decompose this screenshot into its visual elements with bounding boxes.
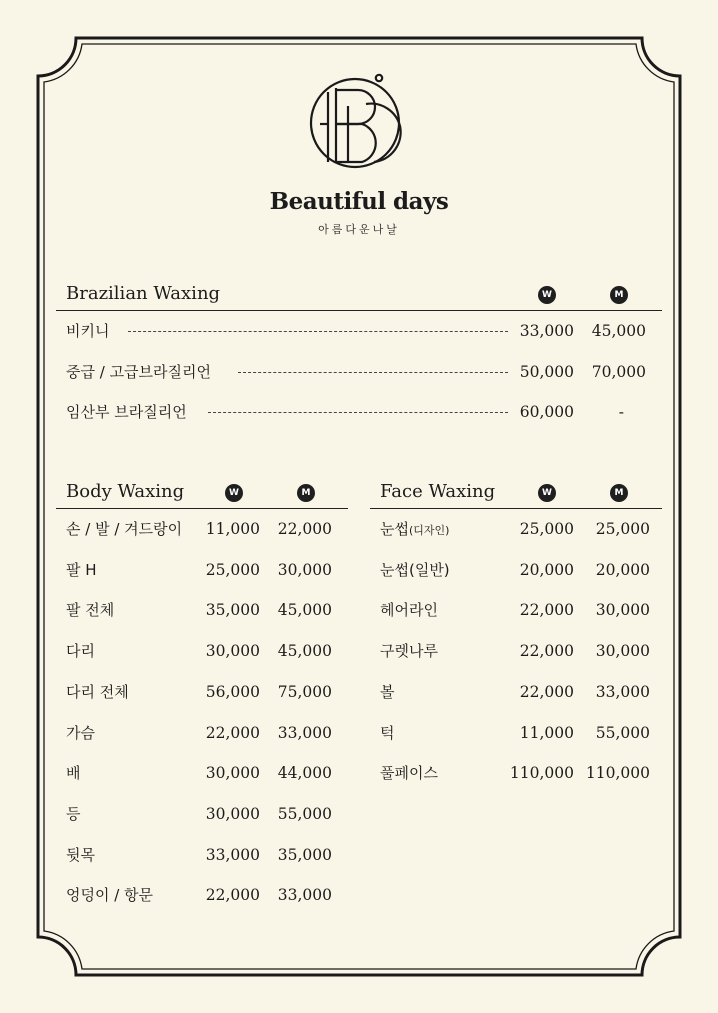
woman-price: 33,000 <box>205 845 260 864</box>
woman-price: 35,000 <box>205 601 260 620</box>
man-price: 30,000 <box>277 560 332 579</box>
face-section-title: Face Waxing <box>380 481 496 502</box>
brand-subtitle: 아름다운나날 <box>318 223 400 236</box>
menu-item-name <box>66 802 81 826</box>
section-divider <box>56 508 348 509</box>
menu-item-name <box>66 517 182 541</box>
woman-price: 11,000 <box>205 520 260 538</box>
man-price: 45,000 <box>277 642 332 661</box>
menu-item-name <box>66 883 153 907</box>
woman-price: 22,000 <box>519 682 574 701</box>
man-price: 45,000 <box>277 601 332 620</box>
menu-item-name-text: 임산부 브라질리언 <box>66 403 187 421</box>
body-section-title: Body Waxing <box>66 481 185 502</box>
menu-item-row <box>66 598 332 622</box>
woman-price: 22,000 <box>519 601 574 620</box>
man-badge: M <box>610 484 628 502</box>
man-price: 33,000 <box>277 723 332 742</box>
menu-item-row <box>66 883 332 907</box>
menu-item-name-text: 중급 / 고급브라질리언 <box>66 362 212 381</box>
menu-item-name <box>66 639 95 663</box>
menu-item-name-text: 풀페이스 <box>380 764 438 783</box>
woman-price: 25,000 <box>205 560 260 579</box>
menu-item-name <box>380 517 449 543</box>
menu-item-name <box>380 761 438 787</box>
menu-item-name <box>380 639 438 665</box>
dotted-leader <box>208 412 508 413</box>
menu-item-row <box>66 639 332 663</box>
man-price: 20,000 <box>595 560 650 579</box>
menu-item-row <box>380 680 650 704</box>
man-price: 44,000 <box>277 764 332 783</box>
woman-price: 22,000 <box>205 723 260 742</box>
menu-item-row <box>66 558 332 582</box>
menu-item-name-text: 등 <box>66 804 81 823</box>
menu-item-note: (디자인) <box>408 524 450 537</box>
menu-item-row <box>66 721 332 745</box>
menu-item-name-text: 비키니 <box>66 322 110 340</box>
woman-price: 30,000 <box>205 804 260 823</box>
woman-price: 50,000 <box>519 362 574 381</box>
man-badge: M <box>297 484 315 502</box>
man-price: 110,000 <box>585 764 650 783</box>
menu-item-row <box>66 680 332 704</box>
section-divider <box>370 508 662 509</box>
menu-item-name <box>380 558 450 584</box>
menu-item-row <box>380 721 650 745</box>
woman-price: 30,000 <box>205 764 260 783</box>
menu-item-name-text: 눈썹(일반) <box>380 560 450 579</box>
menu-item-name <box>66 400 187 424</box>
woman-price: 11,000 <box>519 723 574 742</box>
beautiful-days-logo-icon <box>300 70 418 174</box>
woman-price: 56,000 <box>205 682 260 701</box>
menu-item-name <box>66 721 95 745</box>
menu-item-name <box>66 360 211 384</box>
man-price: 55,000 <box>277 804 332 823</box>
menu-item-name-text: 엉덩이 / 항문 <box>66 886 154 905</box>
menu-item-name-text: 턱 <box>380 723 395 742</box>
menu-item-name <box>66 319 109 343</box>
menu-item-name-text: 볼 <box>380 682 395 701</box>
woman-price: 110,000 <box>509 764 574 783</box>
woman-price: 22,000 <box>205 886 260 905</box>
menu-item-name-text: 다리 <box>66 642 95 661</box>
menu-item-name <box>66 761 81 785</box>
menu-item-name-text: 가슴 <box>66 723 95 742</box>
menu-item-name-text: 헤어라인 <box>380 601 438 620</box>
man-price: 33,000 <box>277 886 332 905</box>
woman-price: 22,000 <box>519 642 574 661</box>
brand-name: Beautiful days <box>269 188 449 215</box>
menu-item-row <box>380 558 650 582</box>
menu-item-row <box>380 761 650 785</box>
menu-item-name-text: 팔 전체 <box>66 601 115 620</box>
menu-item-row <box>380 517 650 541</box>
menu-item-name-text: 팔 H <box>66 560 97 579</box>
menu-item-name <box>66 558 97 582</box>
menu-item-row <box>380 598 650 622</box>
man-price: 30,000 <box>595 601 650 620</box>
woman-price: 25,000 <box>519 520 574 538</box>
man-price: 45,000 <box>591 322 646 340</box>
woman-price: 20,000 <box>519 560 574 579</box>
man-price: 75,000 <box>277 682 332 701</box>
section-divider <box>56 310 662 311</box>
menu-item-row <box>66 761 332 785</box>
dotted-leader <box>238 372 508 373</box>
menu-item-name-text: 눈썹 <box>380 520 409 538</box>
woman-price: 33,000 <box>519 322 574 340</box>
woman-badge: W <box>538 286 556 304</box>
woman-badge: W <box>538 484 556 502</box>
menu-item-name <box>380 598 438 624</box>
dotted-leader <box>128 331 508 332</box>
man-price: 22,000 <box>277 520 332 538</box>
woman-badge: W <box>225 484 243 502</box>
man-price: 70,000 <box>591 362 646 381</box>
man-price: 30,000 <box>595 642 650 661</box>
menu-item-row <box>66 319 650 343</box>
brazilian-section-title: Brazilian Waxing <box>66 283 221 304</box>
menu-item-name <box>380 680 395 706</box>
menu-item-name-text: 다리 전체 <box>66 682 129 701</box>
menu-item-name <box>66 680 129 704</box>
menu-item-row <box>380 639 650 663</box>
menu-item-name-text: 배 <box>66 764 81 783</box>
man-price: 55,000 <box>595 723 650 742</box>
menu-item-row <box>66 360 650 384</box>
menu-item-row <box>66 400 650 424</box>
menu-item-name <box>66 598 114 622</box>
menu-item-name-text: 뒷목 <box>66 845 95 864</box>
woman-price: 60,000 <box>519 403 574 421</box>
menu-item-row <box>66 517 332 541</box>
man-price: 35,000 <box>277 845 332 864</box>
menu-item-name-text: 구렛나루 <box>380 642 438 661</box>
man-badge: M <box>610 286 628 304</box>
man-price: 25,000 <box>595 520 650 538</box>
menu-item-row <box>66 843 332 867</box>
menu-item-name <box>66 843 95 867</box>
menu-item-row <box>66 802 332 826</box>
man-price: - <box>618 403 624 421</box>
menu-item-name <box>380 721 395 747</box>
menu-item-name-text: 손 / 발 / 겨드랑이 <box>66 520 183 538</box>
woman-price: 30,000 <box>205 642 260 661</box>
man-price: 33,000 <box>595 682 650 701</box>
